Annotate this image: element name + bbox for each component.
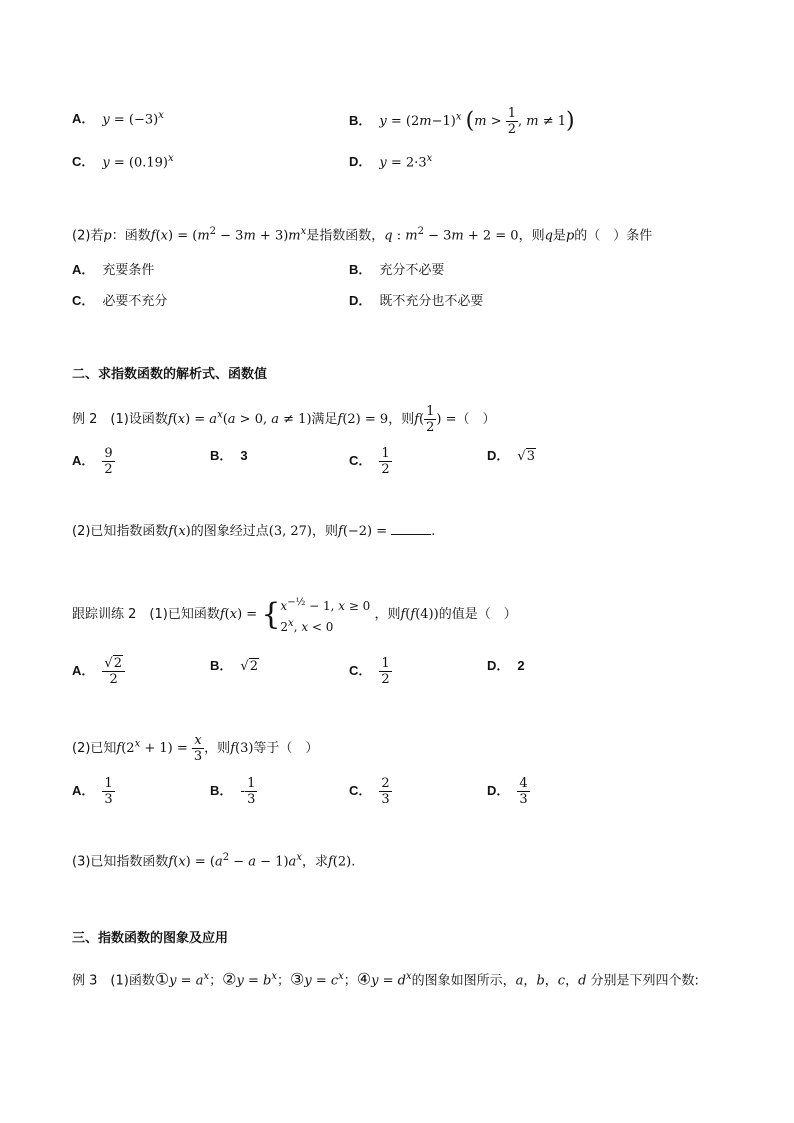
- q1-option-b: B． $y = (2m-1)^x$ (m > $\frac{1}{2}$ , m ≠ 1): [349, 106, 575, 137]
- math-expr: y: [102, 112, 110, 128]
- ex2-option-c: C． $\frac{1}{2}$: [349, 446, 390, 477]
- ex2-option-b: B． 3: [210, 448, 248, 463]
- track2-2-option-a: A． $\frac{1}{3}$: [72, 776, 113, 807]
- q2-option-d: D． 既不充分也不必要: [349, 293, 484, 309]
- fraction: $\frac{1}{2}$: [507, 106, 517, 137]
- example-3-stem: 例 3 (1)函数①y = $a^x$；②y = $b^x$；③y = $c^x$；④y = $d^x$的图象如图所示，a，b，c，d 分别是下列四个数:: [72, 969, 699, 989]
- example-2-part-2: (2)已知指数函数f(x)的图象经过点(3, 27)，则f(−2) = .: [72, 524, 436, 539]
- track-2-stem: 跟踪训练 2 (1)已知函数$f(x) = \{x^{-\frac{1}{2}} - 1$, x ≥ 0 2$^x$, x < 0 ，则f(f(4))的值是（ ）: [72, 594, 517, 638]
- track2-2-option-b: B． - $\frac{1}{3}$: [210, 776, 256, 807]
- piecewise-brace: {: [261, 597, 281, 632]
- answer-blank: [391, 522, 431, 535]
- track2-option-b: B． √2: [210, 658, 258, 674]
- track2-2-option-c: C． $\frac{2}{3}$: [349, 776, 390, 807]
- example-2-stem: 例 2 (1)设函数$f(x) = a^x(a > 0$, a ≠ 1)满足f(2) = 9，则f( $\frac{1}{2}$ ) =（ ）: [72, 404, 496, 435]
- q2-stem: (2)若p：函数$f(x) = (m^2 - 3m + 3)m^x$是指数函数，q : $m^2 - 3m + 2 = 0$，则q是p的（ ）条件: [72, 226, 653, 244]
- q2-option-a: A． 充要条件: [72, 262, 155, 278]
- track2-option-a: A． $\frac{√2}{2}$: [72, 656, 125, 687]
- q1-option-c: C． $y = (0.19)^x$: [72, 153, 174, 171]
- track2-2-option-d: D． $\frac{4}{3}$: [487, 776, 528, 807]
- ex2-option-d: D． √3: [487, 448, 535, 464]
- option-label: B．: [349, 113, 372, 128]
- section-heading: 三、指数函数的图象及应用: [72, 931, 229, 946]
- track2-option-c: C． $\frac{1}{2}$: [349, 656, 390, 687]
- ex2-option-a: A． $\frac{9}{2}$: [72, 446, 113, 477]
- track2-option-d: D． 2: [487, 658, 525, 673]
- q2-option-b: B． 充分不必要: [349, 262, 445, 278]
- q1-option-d: D． $y = 2\cdot 3^x$: [349, 153, 433, 171]
- option-label: C．: [72, 154, 95, 170]
- section-heading: 二、求指数函数的解析式、函数值: [72, 367, 268, 382]
- option-label: A．: [72, 111, 95, 127]
- q1-option-a: A． $y = (-3)^x$: [72, 110, 164, 128]
- track-2-part-3: (3)已知指数函数$f(x) = (a^2 - a - 1)a^x$，求f(2).: [72, 852, 356, 870]
- option-label: D．: [349, 154, 372, 170]
- piecewise-cases: $x^{-\frac{1}{2}} - 1$, x ≥ 0 2$^x$, x < 0: [280, 597, 371, 634]
- track-2-part-2: (2)已知$f(2^x + 1)$ = $\frac{x}{3}$ ，则f(3)等于（ ）: [72, 733, 319, 764]
- q2-option-c: C． 必要不充分: [72, 293, 168, 309]
